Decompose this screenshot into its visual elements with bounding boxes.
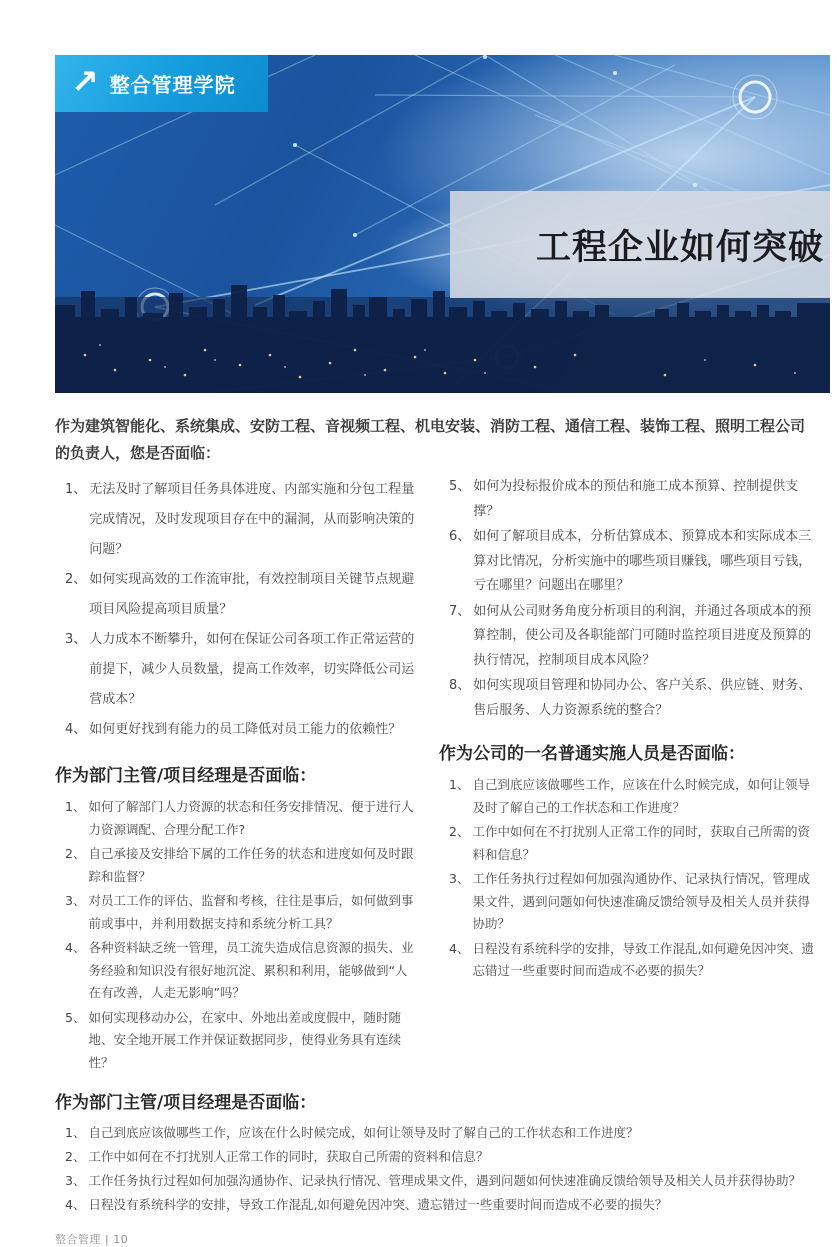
hero-banner xyxy=(55,55,830,393)
owner-questions-left xyxy=(55,475,415,745)
manager-section-heading: 作为部门主管/项目经理是否面临： xyxy=(55,766,317,786)
question-item xyxy=(65,1193,819,1217)
question-number: 3、 xyxy=(65,632,87,647)
bottom-questions xyxy=(55,1121,819,1217)
manager-questions xyxy=(55,796,415,1074)
question-item xyxy=(449,774,817,819)
question-number: 4、 xyxy=(65,722,87,737)
question-number: 1、 xyxy=(65,1125,86,1140)
question-text: 人力成本不断攀升，如何在保证公司各项工作正常运营的前提下，减少人员数量，提高工作效率，切实降低公司运营成本？ xyxy=(89,632,415,707)
question-text: 工作任务执行过程如何加强沟通协作、记录执行情况、管理成果文件，遇到问题如何快速准确反馈给领导及相关人员并获得协助？ xyxy=(88,1173,801,1188)
question-number: 8、 xyxy=(449,678,471,693)
question-number: 2、 xyxy=(449,824,470,839)
question-item xyxy=(65,890,415,935)
question-number: 4、 xyxy=(65,1197,86,1212)
bottom-section xyxy=(55,1088,819,1217)
brand-logo-badge xyxy=(55,55,268,112)
question-number: 4、 xyxy=(449,940,470,956)
question-item xyxy=(65,796,415,841)
left-column xyxy=(55,475,415,1076)
question-item xyxy=(449,938,817,983)
question-text: 工作中如何在不打扰别人正常工作的同时，获取自己所需的资料和信息？ xyxy=(472,824,810,862)
question-text: 日程没有系统科学的安排，导致工作混乱,如何避免因冲突、遗忘错过一些重要时间而造成不必要的损失？ xyxy=(472,940,814,978)
staff-section-heading: 作为公司的一名普通实施人员是否面临： xyxy=(439,744,745,764)
question-number: 5、 xyxy=(65,1009,86,1025)
question-number: 4、 xyxy=(65,940,86,955)
question-text: 如何实现高效的工作流审批，有效控制项目关键节点规避项目风险提高项目质量？ xyxy=(89,572,415,617)
question-text: 对员工工作的评估、监督和考核，往往是事后，如何做到事前或事中，并利用数据支持和系统分析工具？ xyxy=(88,893,414,931)
question-text: 工作中如何在不打扰别人正常工作的同时，获取自己所需的资料和信息？ xyxy=(88,1149,489,1164)
question-item xyxy=(449,475,817,524)
question-text: 如何了解项目成本，分析估算成本、预算成本和实际成本三算对比情况，分析实施中的哪些项目赚钱，哪些项目亏钱，亏在哪里？问题出在哪里？ xyxy=(473,529,812,593)
question-number: 3、 xyxy=(65,1173,86,1188)
question-number: 2、 xyxy=(65,1149,86,1164)
hero-title: 工程企业如何突破 xyxy=(535,227,824,268)
owner-questions-right xyxy=(439,475,817,723)
question-text: 如何更好找到有能力的员工降低对员工能力的依赖性？ xyxy=(89,722,402,737)
question-item xyxy=(65,565,415,625)
question-number: 7、 xyxy=(449,603,471,619)
question-number: 5、 xyxy=(449,479,471,494)
question-text: 如何实现移动办公，在家中、外地出差或度假中，随时随地、安全地开展工作并保证数据同步，使得业务具有连续性？ xyxy=(88,1009,401,1070)
question-text: 自己承接及安排给下属的工作任务的状态和进度如何及时跟踪和监督？ xyxy=(88,846,414,884)
page-footer: 整合管理 | 10 xyxy=(55,1233,129,1246)
question-number: 3、 xyxy=(449,871,470,886)
question-number: 1、 xyxy=(65,799,86,814)
question-item xyxy=(65,843,415,888)
question-text: 工作任务执行过程如何加强沟通协作、记录执行情况，管理成果文件，遇到问题如何快速准确反馈给领导及相关人员并获得协助？ xyxy=(472,871,810,931)
question-text: 如何了解部门人力资源的状态和任务安排情况、便于进行人力资源调配、合理分配工作? xyxy=(88,799,414,837)
intro-paragraph: 作为建筑智能化、系统集成、安防工程、音视频工程、机电安装、消防工程、通信工程、装饰工程、照明工程公司的负责人，您是否面临： xyxy=(55,417,806,462)
brand-logo-text: 整合管理学院 xyxy=(109,73,236,97)
hero-title-panel xyxy=(450,191,830,298)
right-column xyxy=(439,475,817,1076)
question-text: 自己到底应该做哪些工作，应该在什么时候完成，如何让领导及时了解自己的工作状态和工作进度？ xyxy=(472,777,810,815)
question-item xyxy=(449,868,817,936)
question-item xyxy=(65,1121,819,1145)
question-text: 无法及时了解项目任务具体进度、内部实施和分包工程量完成情况，及时发现项目存在中的漏洞，从而影响决策的问题？ xyxy=(89,482,415,557)
question-item xyxy=(65,937,415,1005)
question-text: 日程没有系统科学的安排，导致工作混乱,如何避免因冲突、遗忘错过一些重要时间而造成不必要的损失？ xyxy=(88,1197,668,1212)
question-text: 如何从公司财务角度分析项目的利润，并通过各项成本的预算控制，使公司及各职能部门可随时监控项目进度及预算的执行情况，控制项目成本风险？ xyxy=(473,603,812,668)
question-item xyxy=(449,525,817,599)
question-text: 如何为投标报价成本的预估和施工成本预算、控制提供支撑？ xyxy=(473,479,799,519)
question-item xyxy=(65,1169,819,1193)
question-item xyxy=(449,821,817,866)
question-number: 1、 xyxy=(449,777,470,792)
question-columns xyxy=(55,475,817,1076)
question-text: 各种资料缺乏统一管理，员工流失造成信息资源的损失、业务经验和知识没有很好地沉淀、累积和利用，能够做到“人在有改善，人走无影响”吗？ xyxy=(88,940,414,1000)
question-number: 1、 xyxy=(65,482,87,497)
question-text: 如何实现项目管理和协同办公、客户关系、供应链、财务、售后服务、人力资源系统的整合？ xyxy=(473,678,812,718)
question-number: 2、 xyxy=(65,572,87,587)
question-item xyxy=(65,715,415,745)
question-item xyxy=(65,475,415,565)
question-number: 6、 xyxy=(449,529,471,544)
question-item xyxy=(65,1145,819,1169)
question-number: 2、 xyxy=(65,846,86,861)
question-number: 3、 xyxy=(65,893,86,908)
staff-questions xyxy=(439,774,817,983)
arrow-up-right-icon: ↗ xyxy=(71,62,99,101)
bottom-section-heading: 作为部门主管/项目经理是否面临： xyxy=(55,1093,317,1113)
question-item xyxy=(449,600,817,674)
question-item xyxy=(65,1007,415,1075)
question-item xyxy=(65,625,415,715)
question-item xyxy=(449,674,817,723)
question-text: 自己到底应该做哪些工作，应该在什么时候完成，如何让领导及时了解自己的工作状态和工作进度？ xyxy=(88,1125,639,1140)
